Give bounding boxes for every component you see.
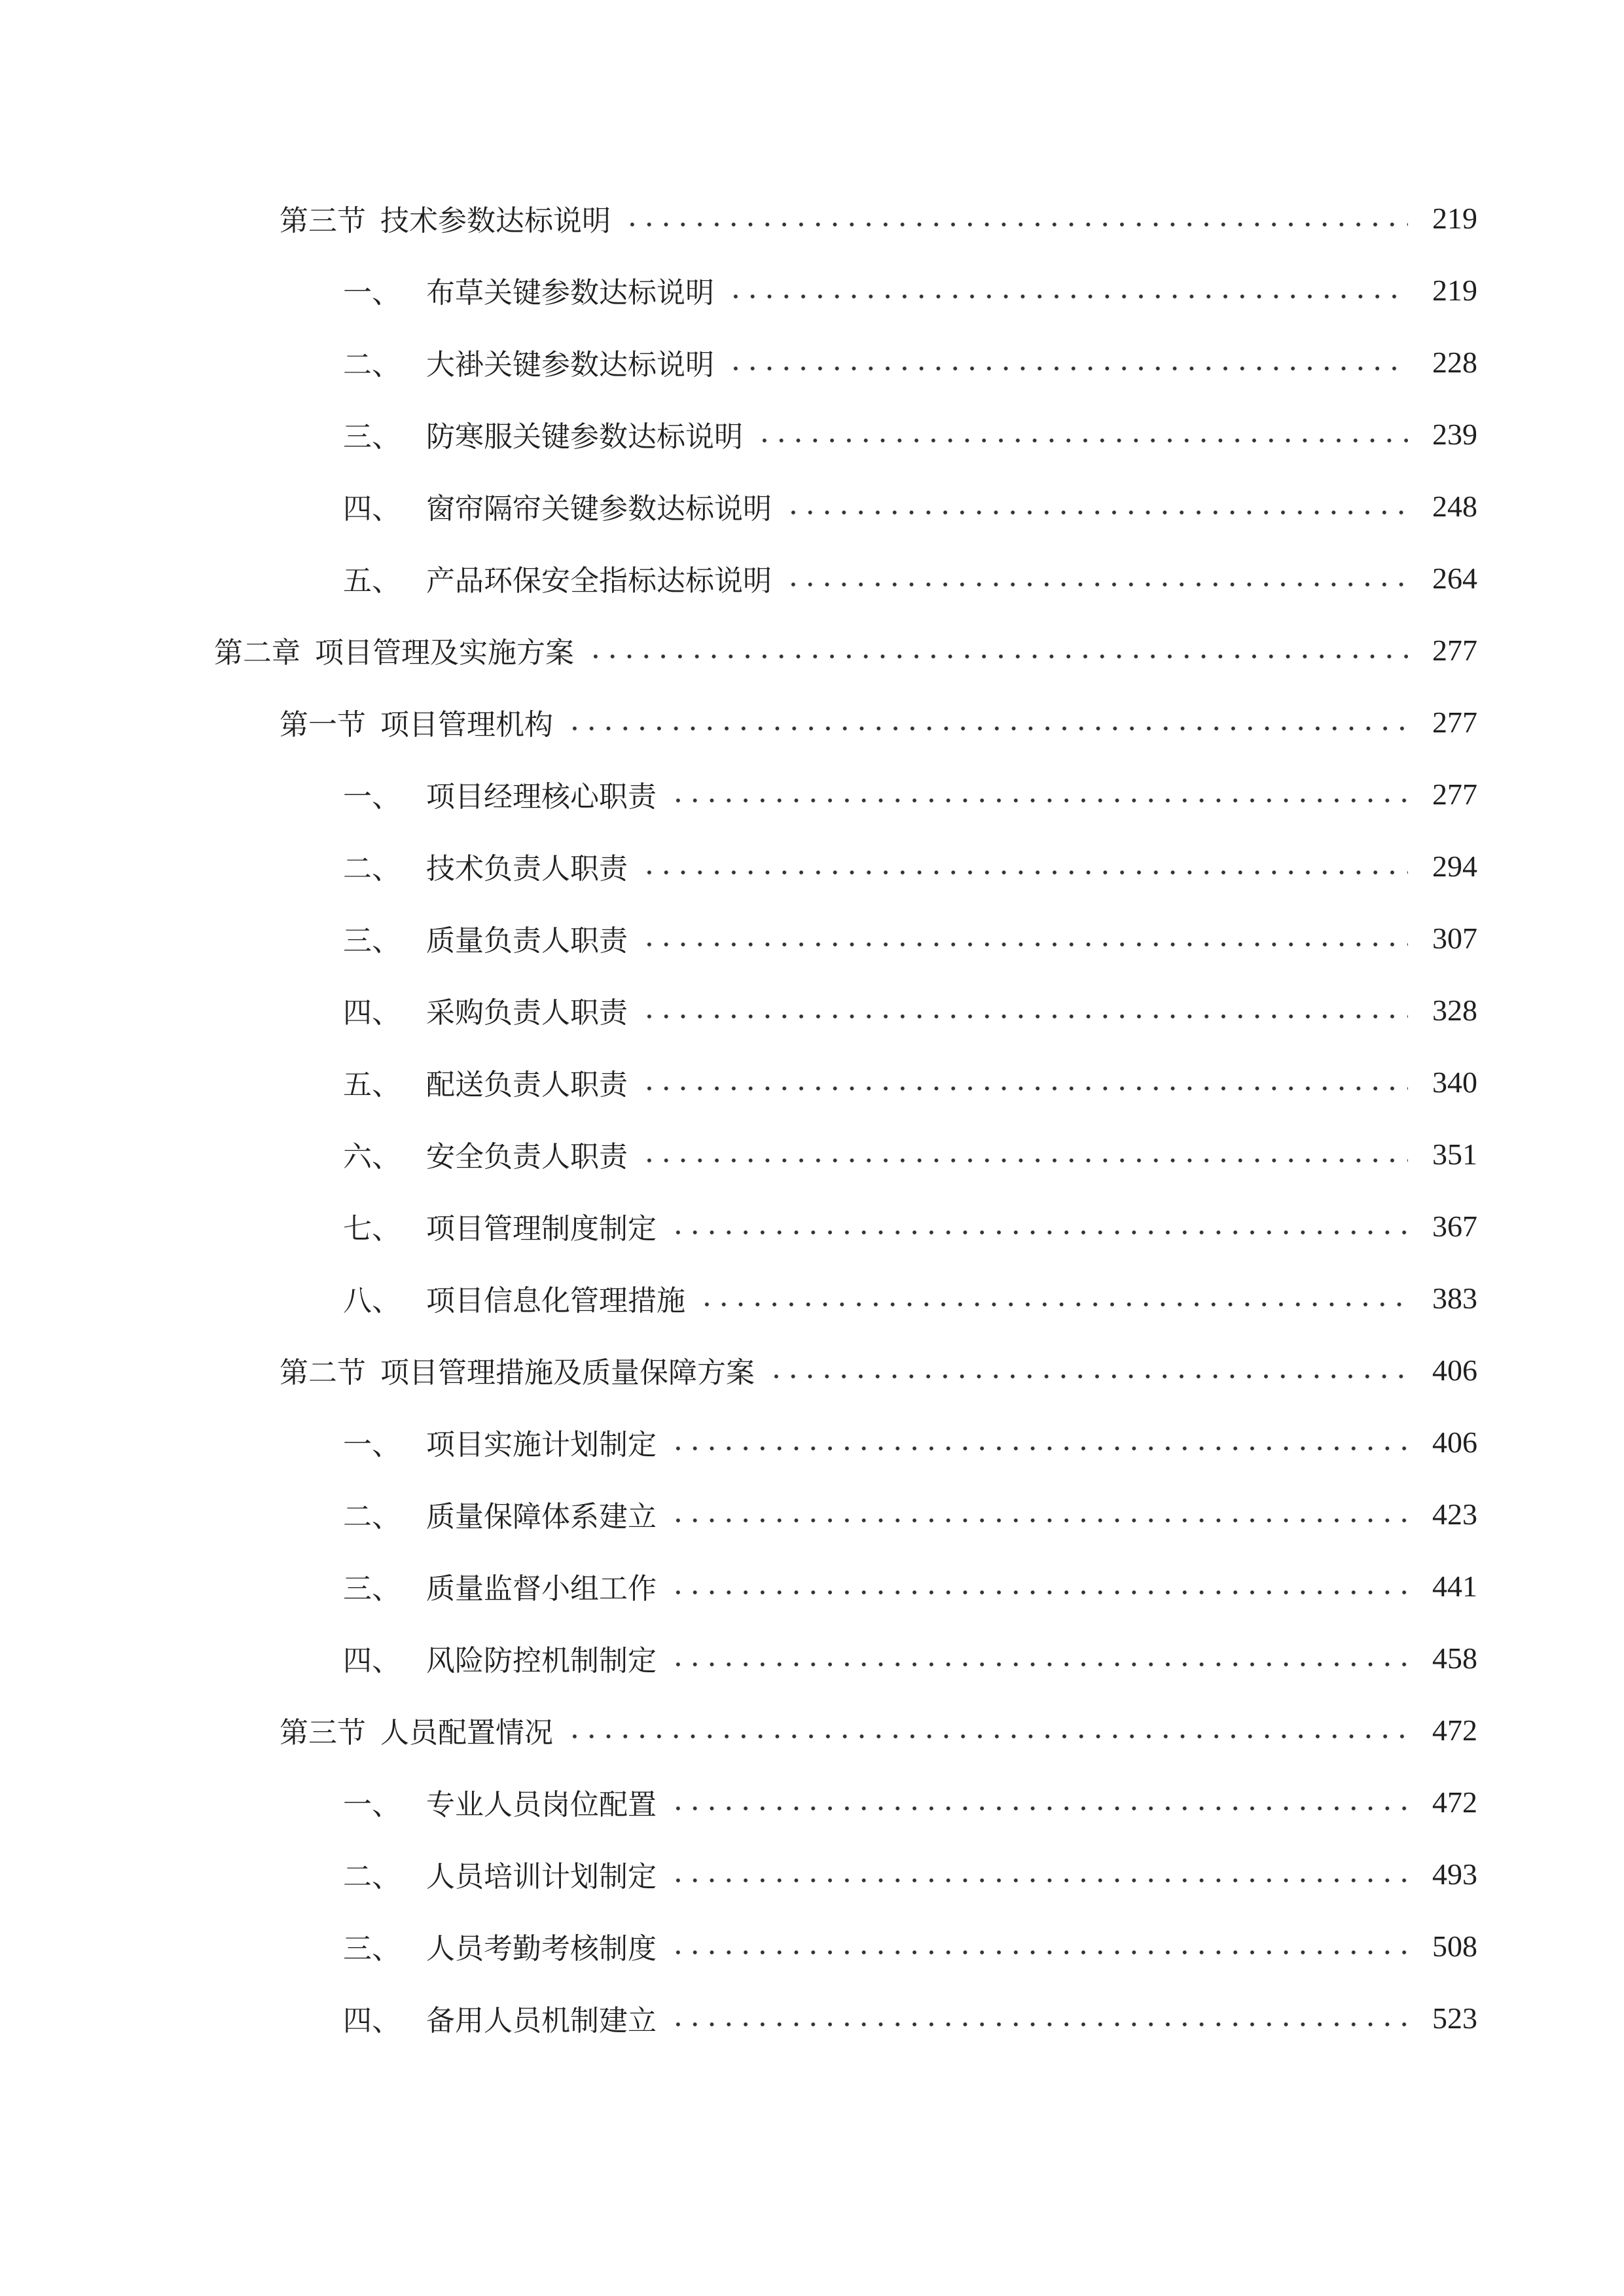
dot-leader (698, 1302, 1408, 1307)
toc-entry-number: 二、 (343, 1500, 401, 1534)
dot-leader (641, 942, 1408, 947)
toc-entry-number: 四、 (343, 492, 401, 526)
toc-entry[interactable] (343, 1995, 1477, 2041)
dot-leader (756, 438, 1408, 443)
toc-entry-title: 项目实施计划制定 (426, 1428, 657, 1462)
toc-entry-page: 277 (1432, 633, 1477, 667)
toc-entry[interactable] (343, 987, 1477, 1033)
toc-entry-number: 第二节 (280, 1356, 366, 1390)
toc-entry[interactable] (343, 1563, 1477, 1609)
toc-entry[interactable] (343, 1419, 1477, 1465)
toc-entry-page: 383 (1432, 1281, 1477, 1315)
toc-entry-title: 安全负责人职责 (426, 1140, 628, 1174)
toc-entry-title: 采购负责人职责 (426, 996, 628, 1030)
toc-entry-page: 277 (1432, 777, 1477, 811)
toc-entry-page: 406 (1432, 1425, 1477, 1459)
dot-leader (641, 1158, 1408, 1163)
dot-leader (727, 294, 1408, 299)
toc-entry-page: 351 (1432, 1137, 1477, 1171)
toc-entry-number: 三、 (343, 1572, 401, 1605)
toc-entry-number: 四、 (343, 996, 401, 1030)
toc-entry-number: 一、 (343, 1788, 401, 1821)
toc-entry-title: 质量负责人职责 (426, 924, 628, 958)
toc-entry[interactable] (343, 843, 1477, 889)
toc-entry[interactable] (280, 1707, 1477, 1753)
toc-entry-page: 228 (1432, 345, 1477, 379)
dot-leader (641, 870, 1408, 875)
toc-entry[interactable] (280, 699, 1477, 745)
toc-entry[interactable] (343, 411, 1477, 457)
dot-leader (785, 510, 1408, 515)
toc-entry-title: 项目管理制度制定 (426, 1212, 657, 1246)
toc-entry-number: 七、 (343, 1212, 401, 1246)
toc-entry-title: 大褂关键参数达标说明 (426, 348, 714, 382)
dot-leader (670, 1806, 1408, 1811)
toc-entry-title: 项目信息化管理措施 (426, 1284, 685, 1318)
toc-entry-page: 472 (1432, 1713, 1477, 1747)
toc-entry-number: 一、 (343, 276, 401, 310)
toc-entry-page: 523 (1432, 2001, 1477, 2035)
toc-entry-page: 367 (1432, 1209, 1477, 1243)
toc-entry[interactable] (343, 555, 1477, 601)
toc-entry-page: 458 (1432, 1641, 1477, 1675)
toc-entry[interactable] (343, 1779, 1477, 1825)
toc-entry-page: 406 (1432, 1353, 1477, 1387)
toc-entry[interactable] (280, 1347, 1477, 1393)
dot-leader (670, 2022, 1408, 2027)
toc-entry[interactable] (343, 915, 1477, 961)
toc-entry-title: 窗帘隔帘关键参数达标说明 (426, 492, 772, 526)
dot-leader (727, 366, 1408, 371)
toc-entry-number: 第二章 (214, 636, 300, 670)
toc-entry-title: 产品环保安全指标达标说明 (426, 564, 772, 598)
toc-entry-number: 第一节 (280, 708, 366, 742)
toc-entry-number: 六、 (343, 1140, 401, 1174)
toc-entry-page: 493 (1432, 1857, 1477, 1891)
toc-entry-number: 一、 (343, 1428, 401, 1462)
dot-leader (670, 1590, 1408, 1595)
toc-entry-number: 八、 (343, 1284, 401, 1318)
toc-entry-number: 二、 (343, 348, 401, 382)
toc-entry[interactable] (343, 267, 1477, 313)
dot-leader (587, 654, 1408, 659)
dot-leader (670, 1950, 1408, 1955)
toc-entry-title: 质量保障体系建立 (426, 1500, 657, 1534)
toc-entry-page: 472 (1432, 1785, 1477, 1819)
toc-entry[interactable] (343, 771, 1477, 817)
dot-leader (566, 726, 1408, 731)
dot-leader (785, 582, 1408, 587)
toc-entry[interactable] (343, 1491, 1477, 1537)
toc-entry-page: 508 (1432, 1929, 1477, 1963)
toc-entry-number: 二、 (343, 852, 401, 886)
toc-entry-title: 风险防控机制制定 (426, 1644, 657, 1677)
toc-entry-page: 277 (1432, 705, 1477, 739)
toc-entry-number: 二、 (343, 1860, 401, 1893)
toc-entry-page: 423 (1432, 1497, 1477, 1531)
dot-leader (670, 798, 1408, 803)
dot-leader (670, 1878, 1408, 1883)
toc-entry-number: 四、 (343, 1644, 401, 1677)
toc-entry-title: 技术负责人职责 (426, 852, 628, 886)
toc-entry-page: 239 (1432, 417, 1477, 451)
dot-leader (641, 1086, 1408, 1091)
toc-entry-page: 307 (1432, 921, 1477, 955)
toc-entry-title: 项目管理措施及质量保障方案 (380, 1356, 755, 1390)
toc-entry-number: 第三节 (280, 204, 366, 238)
toc-entry[interactable] (343, 1059, 1477, 1105)
toc-entry-number: 五、 (343, 1068, 401, 1102)
toc-entry-title: 防寒服关键参数达标说明 (426, 420, 743, 454)
toc-entry[interactable] (343, 1203, 1477, 1249)
dot-leader (670, 1662, 1408, 1667)
toc-entry[interactable] (280, 195, 1477, 241)
toc-entry-page: 264 (1432, 561, 1477, 595)
toc-entry-page: 219 (1432, 273, 1477, 307)
toc-entry-page: 441 (1432, 1569, 1477, 1603)
toc-entry-title: 布草关键参数达标说明 (426, 276, 714, 310)
toc-entry-title: 技术参数达标说明 (380, 204, 611, 238)
toc-entry[interactable] (343, 1851, 1477, 1897)
toc-entry-number: 五、 (343, 564, 401, 598)
dot-leader (670, 1518, 1408, 1523)
toc-entry-title: 专业人员岗位配置 (426, 1788, 657, 1821)
toc-entry-number: 一、 (343, 780, 401, 814)
toc-entry-page: 219 (1432, 201, 1477, 235)
toc-entry[interactable] (214, 627, 1477, 673)
toc-entry-title: 人员考勤考核制度 (426, 1932, 657, 1965)
toc-entry-number: 四、 (343, 2004, 401, 2037)
toc-entry-title: 人员培训计划制定 (426, 1860, 657, 1893)
dot-leader (566, 1734, 1408, 1739)
toc-entry-title: 质量监督小组工作 (426, 1572, 657, 1605)
toc-entry-page: 294 (1432, 849, 1477, 883)
dot-leader (670, 1446, 1408, 1451)
toc-entry-title: 项目经理核心职责 (426, 780, 657, 814)
toc-entry-title: 配送负责人职责 (426, 1068, 628, 1102)
toc-entry-number: 三、 (343, 420, 401, 454)
toc-entry-page: 328 (1432, 993, 1477, 1027)
toc-entry-title: 人员配置情况 (380, 1716, 553, 1749)
toc-entry[interactable] (343, 1131, 1477, 1177)
toc-entry-number: 第三节 (280, 1716, 366, 1749)
toc-entry[interactable] (343, 1275, 1477, 1321)
toc-entry-title: 项目管理及实施方案 (315, 636, 574, 670)
toc-entry-page: 248 (1432, 489, 1477, 523)
toc-entry-number: 三、 (343, 924, 401, 958)
dot-leader (768, 1374, 1408, 1379)
toc-entry[interactable] (343, 1923, 1477, 1969)
toc-entry[interactable] (343, 483, 1477, 529)
toc-entry-number: 三、 (343, 1932, 401, 1965)
toc-entry-page: 340 (1432, 1065, 1477, 1099)
toc-entry-title: 备用人员机制建立 (426, 2004, 657, 2037)
dot-leader (670, 1230, 1408, 1235)
dot-leader (624, 222, 1408, 227)
toc-entry[interactable] (343, 1635, 1477, 1681)
dot-leader (641, 1014, 1408, 1019)
toc-entry[interactable] (343, 339, 1477, 385)
toc-entry-title: 项目管理机构 (380, 708, 553, 742)
